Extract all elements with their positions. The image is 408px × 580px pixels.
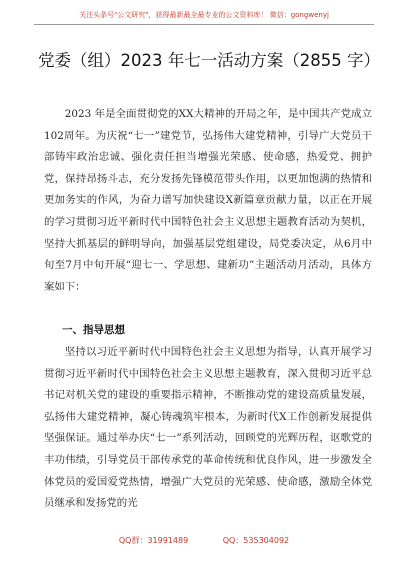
intro-paragraph: 2023 年是全面贯彻党的XX大精神的开局之年，是中国共产党成立102周年。为庆祝“七一”建党节，弘扬伟大建党精神，引导广大党员干部铸牢政治忠诚、强化责任担当增强光荣感、使命感，热爱党、拥护党，保持昂扬斗志，充分发扬先锋模范带头作用，以更加饱满的热情和更加务实的作风，为奋力谱写加快建设X新篇章贡献力量，以正在开展的学习贯彻习近平新时代中国特色社会主义思想主题教育活动为契机，坚持大抓基层的鲜明导向，加强基层党组建设，局党委决定，从6月中旬至7月中旬开展“迎七一、学思想、建新功”主题活动月活动，具体方案如下： (44, 108, 372, 293)
section-heading: 一、指导思想 (62, 324, 125, 336)
header-banner: 关注头条号"公文研究"，获得最新最全最专业的公文资料库！ 微信：gongwenyj (79, 11, 329, 19)
footer-qq: QQ：535304092 (222, 536, 290, 545)
footer-contacts (0, 535, 408, 546)
section-body-block (44, 342, 372, 515)
section-paragraph: 坚持以习近平新时代中国特色社会主义思想为指导，认真开展学习贯彻习近平新时代中国特色社会主义思想主题教育，深入贯彻习近平总书记对机关党的建设的重要指示精神，不断推动党的建设高质量发展，弘扬伟大建党精神，凝心铸魂筑牢根本，为新时代X工作创新发展提供坚强保证。通过举办庆“七一”系列活动，回顾党的光辉历程，讴歌党的丰功伟绩，引导党员干部传承党的革命传统和优良作风，进一步激发全体党员的爱国爱党热情，增强广大党员的光荣感、使命感，激励全体党员继承和发扬党的光 (44, 346, 372, 510)
document-title: 党委（组）2023 年七一活动方案（2855 字） (38, 51, 380, 70)
intro-paragraph-block (44, 104, 372, 298)
header-divider (34, 24, 374, 25)
footer-qq-group: QQ群：31991489 (118, 536, 189, 545)
